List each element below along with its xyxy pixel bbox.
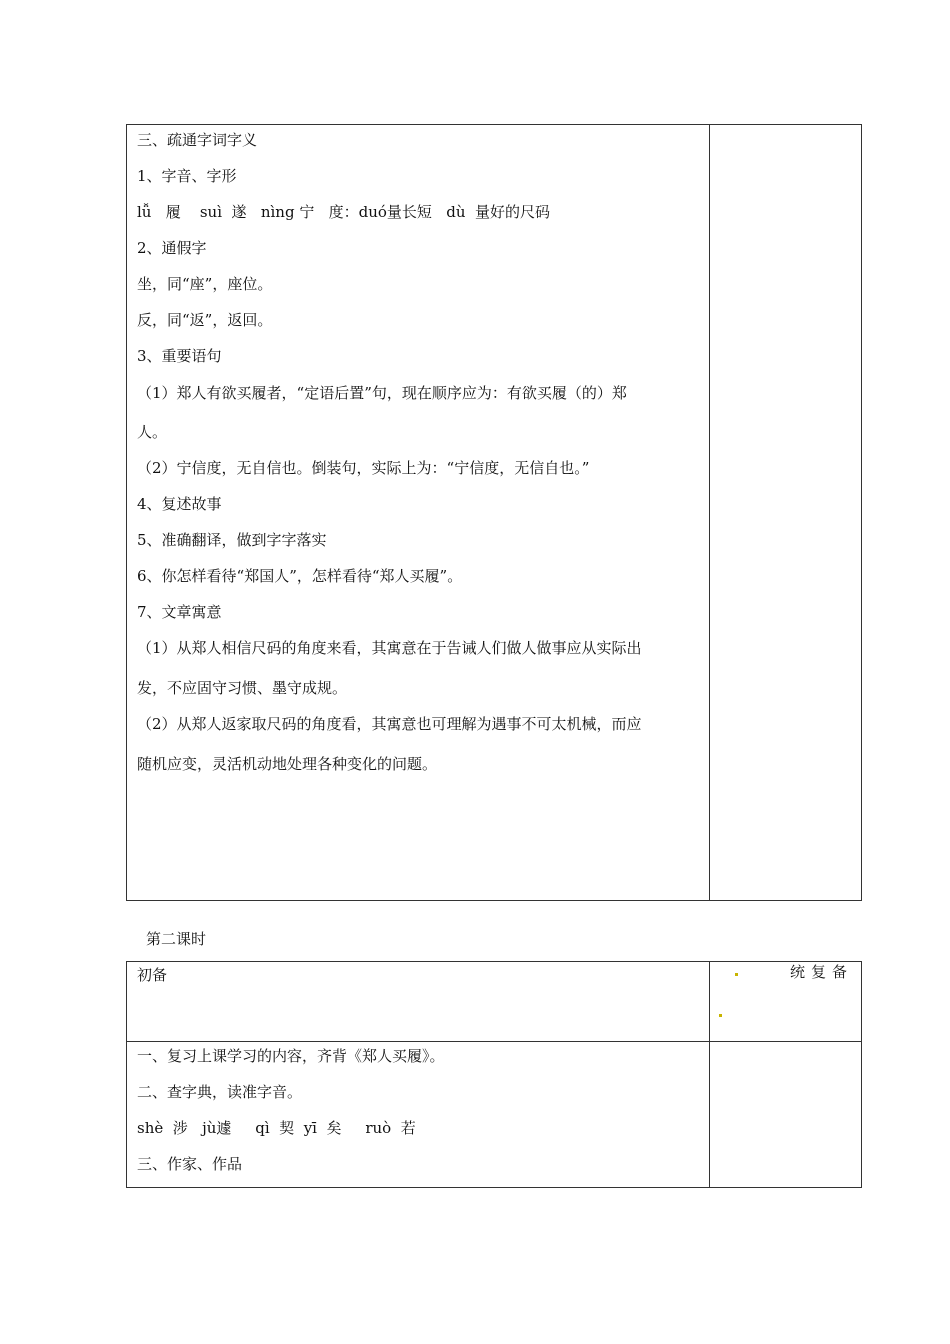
section-heading: 第二课时 [146, 930, 207, 948]
text-line: 2、通假字 [137, 239, 207, 257]
text-line: 4、复述故事 [137, 495, 222, 513]
text-line: 5、准确翻译，做到字字落实 [137, 531, 327, 549]
prep-label: 初备 [137, 966, 168, 984]
text-line: 三、作家、作品 [137, 1155, 243, 1173]
column-divider [709, 125, 710, 900]
text-line: shè 涉 jù遽 qì 契 yī 矣 ruò 若 [137, 1119, 416, 1137]
column-divider [709, 962, 710, 1187]
text-line: 人。 [137, 423, 168, 441]
marker-dot [735, 973, 738, 976]
lesson-table-2 [126, 961, 862, 1188]
lesson-table-1 [126, 124, 862, 901]
row-divider [127, 1041, 861, 1042]
text-line: 随机应变，灵活机动地处理各种变化的问题。 [137, 755, 438, 773]
text-line: （1）郑人有欲买履者，“定语后置”句，现在顺序应为：有欲买履（的）郑 [137, 384, 627, 402]
text-line: （2）宁信度，无自信也。倒装句，实际上为：“宁信度，无信自也。” [137, 459, 590, 477]
text-line: 3、重要语句 [137, 347, 222, 365]
text-line: 三、疏通字词字义 [137, 131, 258, 149]
review-label: 统复备 [789, 963, 853, 981]
text-line: 二、查字典，读准字音。 [137, 1083, 303, 1101]
text-line: 反，同“返”，返回。 [137, 311, 273, 329]
text-line: （2）从郑人返家取尺码的角度看，其寓意也可理解为遇事不可太机械，而应 [137, 715, 642, 733]
text-line: 7、文章寓意 [137, 603, 222, 621]
marker-dot [719, 1014, 722, 1017]
text-line: 一、复习上课学习的内容，齐背《郑人买履》。 [137, 1047, 445, 1065]
text-line: 发，不应固守习惯、墨守成规。 [137, 679, 348, 697]
text-line: 6、你怎样看待“郑国人”，怎样看待“郑人买履”。 [137, 567, 463, 585]
text-line: 1、字音、字形 [137, 167, 237, 185]
text-line: 坐，同“座”，座位。 [137, 275, 273, 293]
text-line: （1）从郑人相信尺码的角度来看，其寓意在于告诫人们做人做事应从实际出 [137, 639, 642, 657]
text-line: lǚ 履 suì 遂 nìng 宁 度：duó量长短 dù 量好的尺码 [137, 203, 551, 221]
